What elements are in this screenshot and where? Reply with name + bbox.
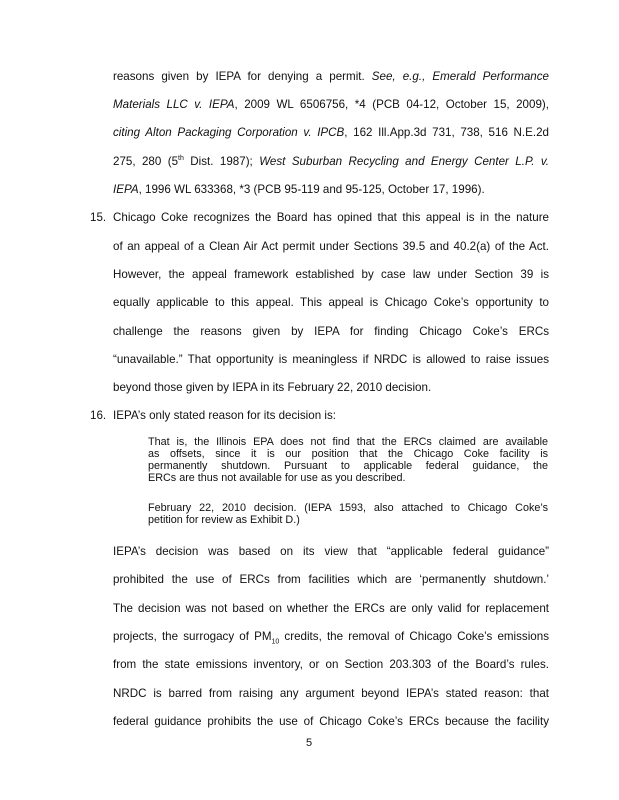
paragraph-line: IEPA’s only stated reason for its decision is: (113, 409, 336, 422)
paragraph-line: beyond those given by IEPA in its February 22, 2010 decision. (113, 381, 432, 394)
continuation-line (113, 155, 549, 169)
text-run: , 2009 WL 6506756, *4 (PCB 04-12, October 15, 2009), (234, 98, 549, 111)
paragraph-line: However, the appeal framework established by case law under Section 39 is (113, 268, 549, 281)
italic-citation: citing Alton Packaging Corporation v. IPCB (113, 126, 345, 139)
italic-citation: West Suburban Recycling and Energy Center L.P. v. (259, 155, 549, 168)
paragraph-line: equally applicable to this appeal. This appeal is Chicago Coke’s opportunity to (113, 296, 549, 309)
paragraph-line: challenge the reasons given by IEPA for finding Chicago Coke’s ERCs (113, 325, 549, 338)
subscript: 10 (271, 638, 280, 646)
text-run: Dist. 1987); (183, 155, 260, 168)
text-run: , 162 Ill.App.3d 731, 738, 516 N.E.2d (344, 126, 549, 139)
citation-line: February 22, 2010 decision. (IEPA 1593, also attached to Chicago Coke’s (148, 502, 548, 514)
italic-citation: See, e.g., Emerald Performance (371, 70, 549, 83)
text-run: The decision was not based on whether the ERCs are only valid for replacement (113, 602, 549, 615)
page-number: 5 (306, 737, 313, 749)
text-run: 275, 280 (5 (113, 155, 179, 168)
continuation-line (113, 183, 485, 197)
paragraph-line (113, 545, 549, 559)
text-run: , 1996 WL 633368, *3 (PCB 95-119 and 95-125, October 17, 1996). (138, 183, 485, 196)
block-quote-line: That is, the Illinois EPA does not find that the ERCs claimed are available (148, 436, 548, 448)
paragraph-line (113, 602, 549, 616)
text-run: reasons given by IEPA for denying a permit. (113, 70, 372, 83)
italic-citation: Materials LLC v. IEPA (113, 98, 235, 111)
paragraph-line (113, 658, 549, 672)
continuation-line (113, 98, 549, 112)
italic-citation: IEPA (113, 183, 139, 196)
block-quote-line: ERCs are thus not available for use as you described. (148, 472, 406, 484)
paragraph-line (113, 630, 549, 644)
text-run: projects, the surrogacy of PM (113, 630, 272, 643)
block-quote-line: as offsets, since it is our position that the Chicago Coke facility is (148, 448, 548, 460)
paragraph-line: of an appeal of a Clean Air Act permit under Sections 39.5 and 40.2(a) of the Act. (113, 240, 549, 253)
continuation-line (113, 70, 549, 84)
paragraph-line (113, 687, 549, 701)
superscript: th (178, 155, 184, 163)
paragraph-number: 15. (90, 211, 107, 224)
citation-line: petition for review as Exhibit D.) (148, 514, 300, 526)
continuation-line (113, 126, 549, 140)
paragraph-line (113, 573, 549, 587)
paragraph-line: “unavailable.” That opportunity is meaningless if NRDC is allowed to raise issues (113, 353, 549, 366)
text-run: prohibited the use of ERCs from facilities which are ‘permanently shutdown.’ (113, 573, 549, 586)
paragraph-line (113, 715, 549, 729)
paragraph-line: Chicago Coke recognizes the Board has opined that this appeal is in the nature (113, 211, 549, 224)
text-run: NRDC is barred from raising any argument beyond IEPA’s stated reason: that (113, 687, 549, 700)
text-run: from the state emissions inventory, or on Section 203.303 of the Board’s rules. (113, 658, 549, 671)
paragraph-number: 16. (90, 409, 107, 422)
text-run: credits, the removal of Chicago Coke’s emissions (279, 630, 549, 643)
text-run: federal guidance prohibits the use of Chicago Coke’s ERCs because the facility (113, 715, 549, 728)
text-run: IEPA’s decision was based on its view that “applicable federal guidance” (113, 545, 549, 558)
block-quote-line: permanently shutdown. Pursuant to applicable federal guidance, the (148, 460, 548, 472)
